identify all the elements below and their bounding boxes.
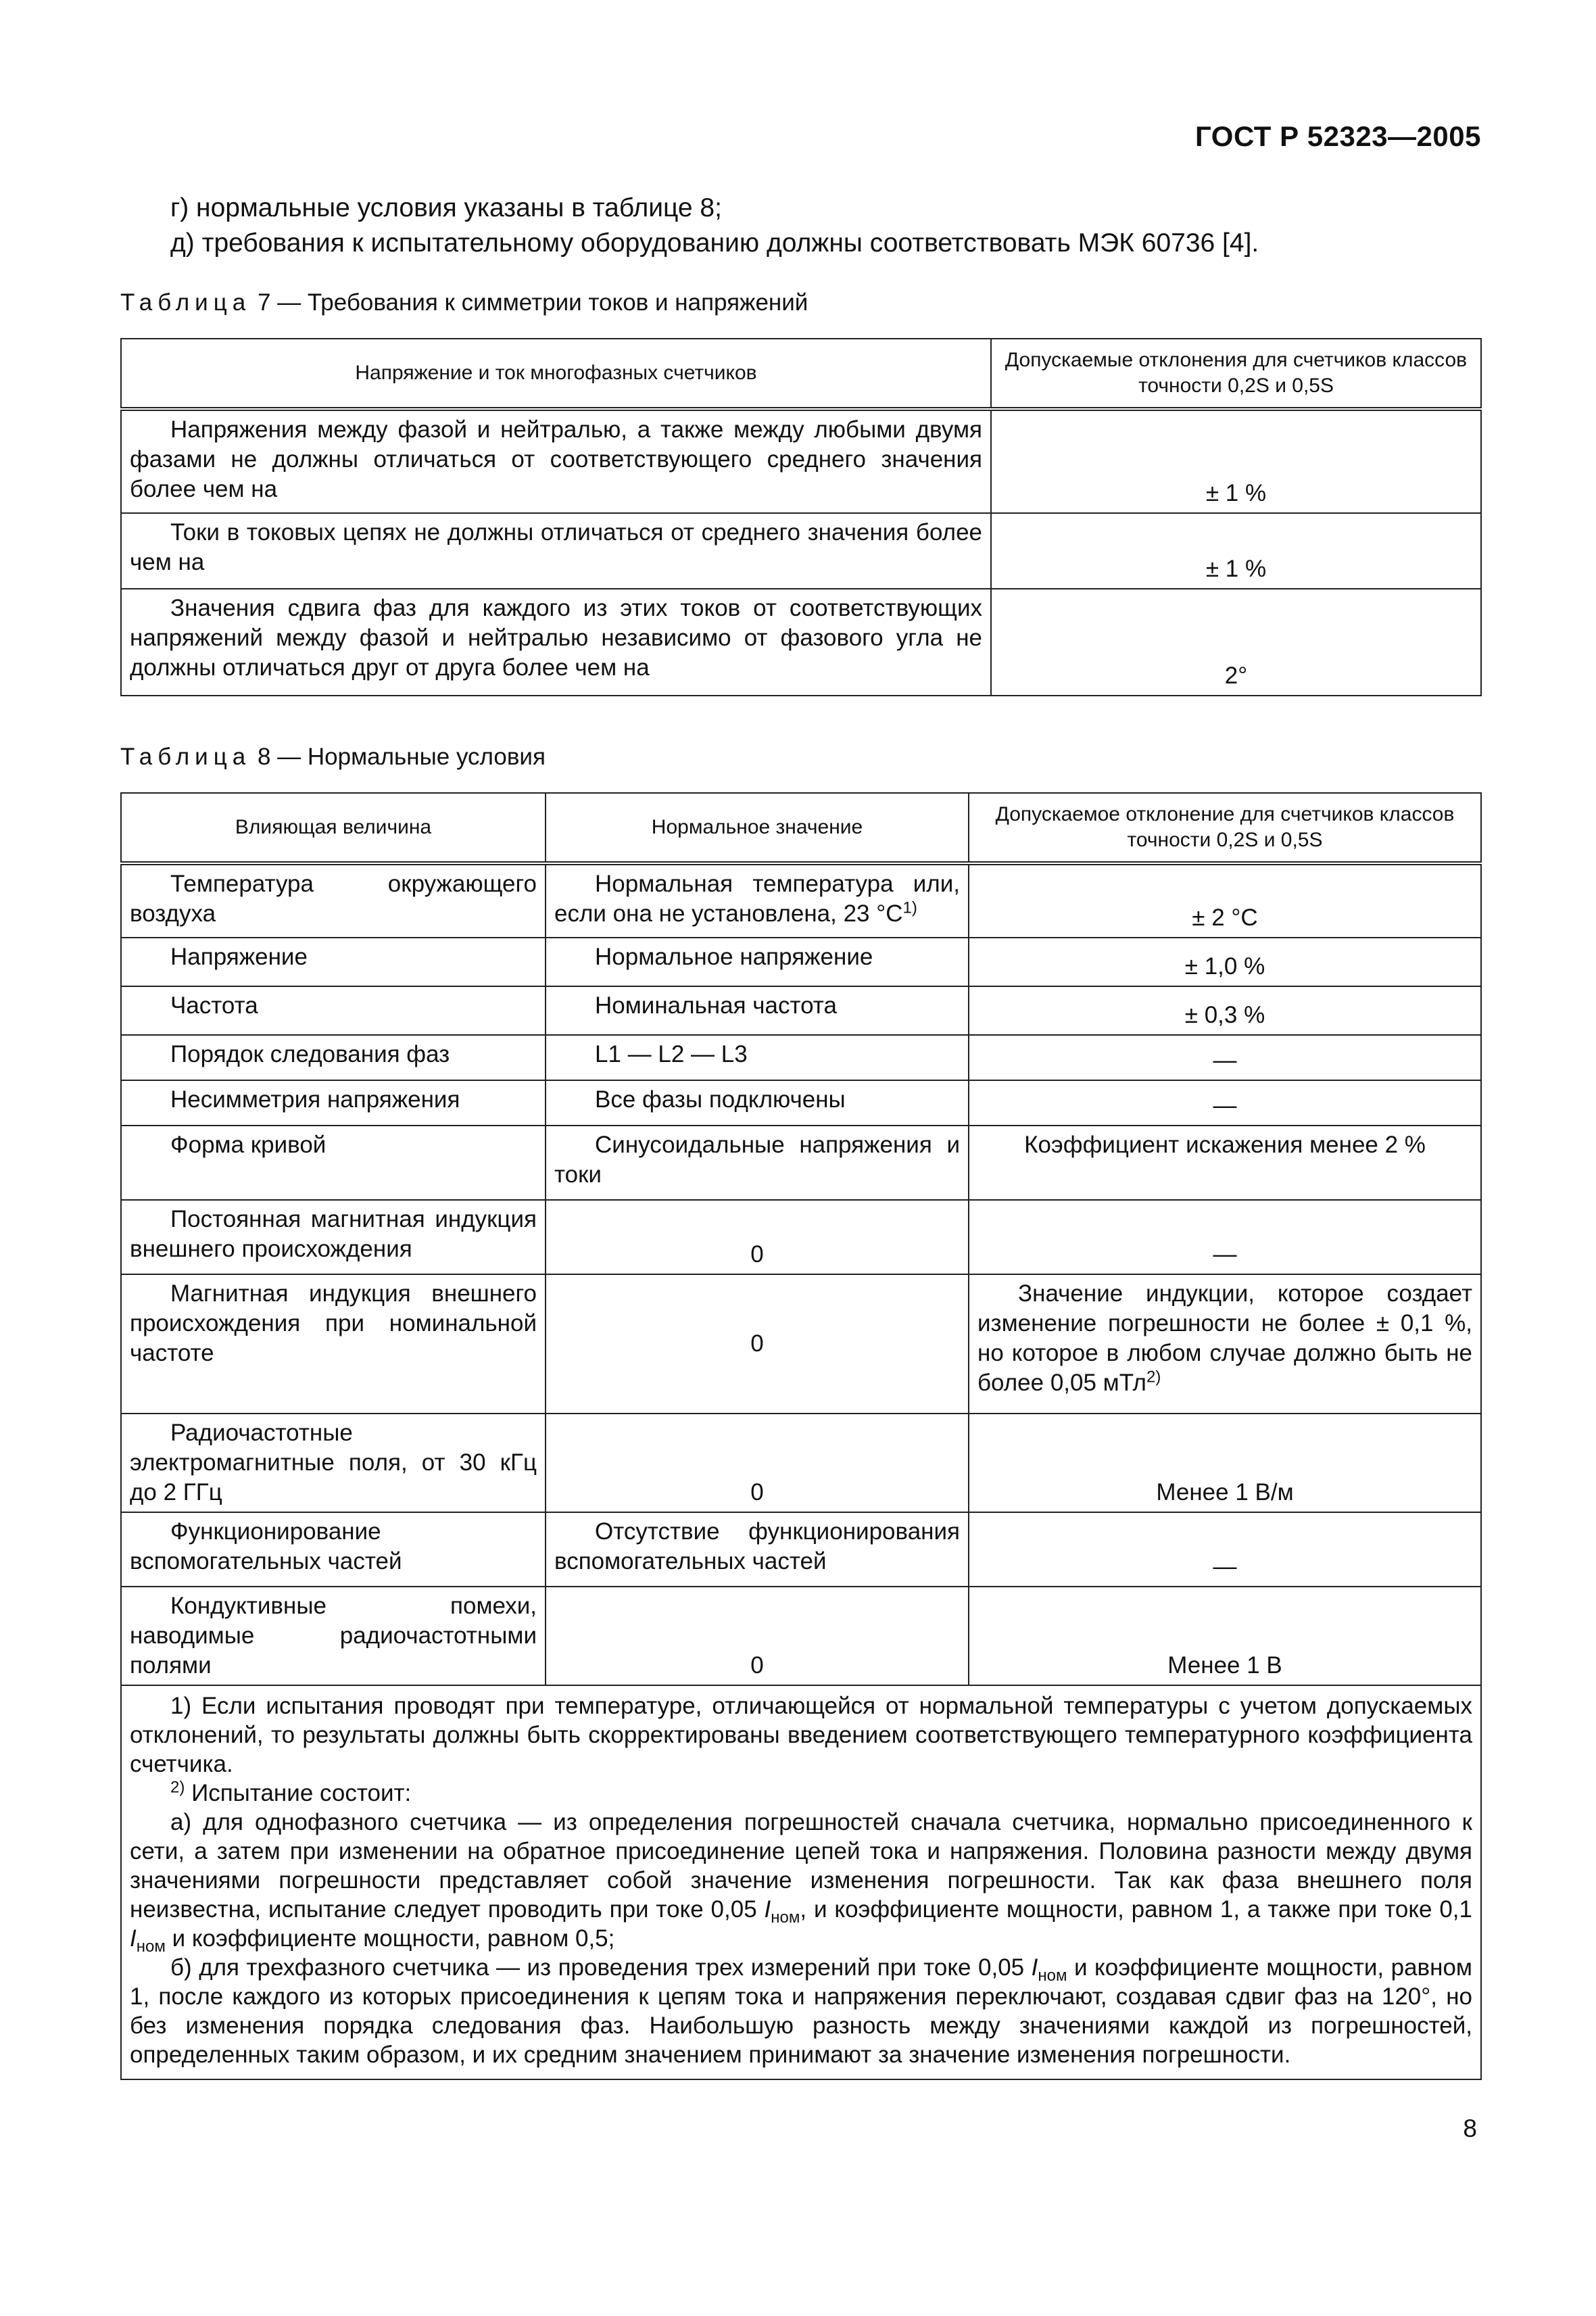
footnote-2a	[130, 1808, 1472, 1956]
table8-deviation: Менее 1 В	[969, 1587, 1481, 1685]
table8-deviation	[969, 1274, 1481, 1414]
table8	[120, 792, 1482, 2080]
table8-quantity: Частота	[121, 986, 546, 1035]
table8-quantity: Кондуктивные помехи, наводимые радиочастотными полями	[121, 1587, 546, 1685]
current-subscript: ном	[771, 1908, 800, 1927]
footnote-ref-1: 1)	[902, 898, 917, 917]
intro-item-g: г) нормальные условия указаны в таблице 8;	[170, 193, 722, 222]
table8-normal: Все фазы подключены	[546, 1080, 969, 1126]
table7-caption-word: Таблица	[120, 289, 251, 316]
table8-deviation: ± 0,3 %	[969, 986, 1481, 1035]
table8-normal: Отсутствие функционирования вспомогательных частей	[546, 1512, 969, 1587]
footnote-2b	[130, 1953, 1472, 2069]
table8-quantity: Магнитная индукция внешнего происхождения при номинальной частоте	[121, 1274, 546, 1414]
table8-deviation-text: Значение индукции, которое создает изменение погрешности не более ± 0,1 %, но которое в любом случае должно быть не более 0,05 мТл	[977, 1280, 1472, 1396]
footnote-2a-part3: и коэффициенте мощности, равном 0,5;	[165, 1925, 615, 1952]
table7-requirement: Значения сдвига фаз для каждого из этих токов от соответствующих напряжений между фазой и нейтралью независимо от фазового угла не должны отличаться друг от друга более чем на	[121, 589, 991, 696]
table8-normal: 0	[546, 1414, 969, 1512]
current-symbol: I	[1031, 1954, 1038, 1981]
table-row	[121, 1512, 1481, 1587]
table8-normal: 0	[546, 1587, 969, 1685]
footnote-2-text: Испытание состоит:	[185, 1780, 412, 1806]
table8-quantity: Постоянная магнитная индукция внешнего происхождения	[121, 1200, 546, 1274]
table8-deviation: —	[969, 1200, 1481, 1274]
table8-normal: Нормальное напряжение	[546, 938, 969, 986]
table8-deviation: —	[969, 1035, 1481, 1080]
table-row	[121, 863, 1481, 938]
table8-quantity: Радиочастотные электромагнитные поля, от 30 кГц до 2 ГГц	[121, 1414, 546, 1512]
footnote-2-marker: 2)	[170, 1778, 185, 1797]
table7-caption	[120, 289, 808, 316]
table8-normal: L1 — L2 — L3	[546, 1035, 969, 1080]
footnote-1: 1) Если испытания проводят при температуре, отличающейся от нормальной температуры с учетом допускаемых отклонений, то результаты должны быть скорректированы введением соответствующего температурного коэффициента счетчика.	[130, 1693, 1472, 1777]
table7-header-requirement: Напряжение и ток многофазных счетчиков	[121, 339, 991, 409]
table-row	[121, 1587, 1481, 1685]
table8-footnotes	[121, 1685, 1481, 2079]
intro-item-d: д) требования к испытательному оборудованию должны соответствовать МЭК 60736 [4].	[170, 228, 1259, 258]
table-row	[121, 1080, 1481, 1126]
table8-deviation: Коэффициент искажения менее 2 %	[969, 1126, 1481, 1200]
table-row	[121, 513, 1481, 589]
table7-requirement: Напряжения между фазой и нейтралью, а также между любыми двумя фазами не должны отличаться от соответствующего среднего значения более чем на	[121, 409, 991, 513]
footnote-2a-part2: , и коэффициенте мощности, равном 1, а также при токе 0,1	[800, 1896, 1472, 1923]
footnote-2b-part2: и коэффициенте мощности, равном 1, после каждого из которых присоединения к цепям тока и напряжения переключают, создавая сдвиг фаз на 120°, но без изменения порядка следования фаз. Наибольшую разность между значениями каждой из погрешностей, определенных таким образом, и их средним значением принимают за значение изменения погрешности.	[130, 1954, 1472, 2068]
table8-deviation: —	[969, 1080, 1481, 1126]
table8-quantity: Температура окружающего воздуха	[121, 863, 546, 938]
table8-quantity: Напряжение	[121, 938, 546, 986]
footnote-2a-part1: а) для однофазного счетчика — из определения погрешностей сначала счетчика, нормально присоединенного к сети, а затем при изменении на обратное присоединение цепей тока и напряжения. Половина разности между двумя значениями погрешности представляет собой значение изменения погрешности. Так как фаза внешнего поля неизвестна, испытание следует проводить при токе 0,05	[130, 1809, 1472, 1923]
table-row	[121, 1126, 1481, 1200]
footnote-2b-part1: б) для трехфазного счетчика — из проведения трех измерений при токе 0,05	[170, 1954, 1032, 1981]
table7	[120, 338, 1482, 696]
table-row	[121, 589, 1481, 696]
table-row	[121, 1035, 1481, 1080]
table7-requirement: Токи в токовых цепях не должны отличаться от среднего значения более чем на	[121, 513, 991, 589]
table7-header-deviation: Допускаемые отклонения для счетчиков классов точности 0,2S и 0,5S	[991, 339, 1481, 409]
page-number: 8	[1463, 2115, 1477, 2142]
table8-deviation: Менее 1 В/м	[969, 1414, 1481, 1512]
table-row	[121, 409, 1481, 513]
table8-quantity: Несимметрия напряжения	[121, 1080, 546, 1126]
table-row	[121, 938, 1481, 986]
table8-normal: 0	[546, 1274, 969, 1414]
current-symbol: I	[130, 1925, 137, 1952]
table8-caption-title: 8 — Нормальные условия	[257, 744, 546, 770]
table8-deviation: ± 2 °C	[969, 863, 1481, 938]
table8-quantity: Форма кривой	[121, 1126, 546, 1200]
table8-deviation: ± 1,0 %	[969, 938, 1481, 986]
current-symbol: I	[764, 1896, 771, 1923]
document-code: ГОСТ Р 52323—2005	[1195, 120, 1481, 152]
table7-deviation: 2°	[991, 589, 1481, 696]
table-row	[121, 1414, 1481, 1512]
table8-normal	[546, 863, 969, 938]
table8-header-quantity: Влияющая величина	[121, 793, 546, 863]
table8-header-deviation: Допускаемое отклонение для счетчиков классов точности 0,2S и 0,5S	[969, 793, 1481, 863]
table8-normal: Номинальная частота	[546, 986, 969, 1035]
intro-list	[170, 191, 1489, 261]
table-row	[121, 1274, 1481, 1414]
table-row	[121, 986, 1481, 1035]
table8-caption-word: Таблица	[120, 744, 251, 770]
table8-header-normal: Нормальное значение	[546, 793, 969, 863]
table8-quantity: Порядок следования фаз	[121, 1035, 546, 1080]
current-subscript: ном	[1038, 1967, 1067, 1985]
table8-quantity: Функционирование вспомогательных частей	[121, 1512, 546, 1587]
table-row	[121, 1200, 1481, 1274]
table8-normal: Синусоидальные напряжения и токи	[546, 1126, 969, 1200]
table8-deviation: —	[969, 1512, 1481, 1587]
table8-normal: 0	[546, 1200, 969, 1274]
table7-deviation: ± 1 %	[991, 409, 1481, 513]
table8-caption	[120, 744, 546, 771]
footnote-ref-2: 2)	[1146, 1368, 1161, 1386]
footnote-2	[130, 1779, 1472, 1808]
table7-deviation: ± 1 %	[991, 513, 1481, 589]
table8-normal-text: Нормальная температура или, если она не установлена, 23 °C	[554, 871, 960, 927]
table7-caption-title: 7 — Требования к симметрии токов и напряжений	[257, 289, 808, 316]
current-subscript: ном	[136, 1937, 166, 1956]
